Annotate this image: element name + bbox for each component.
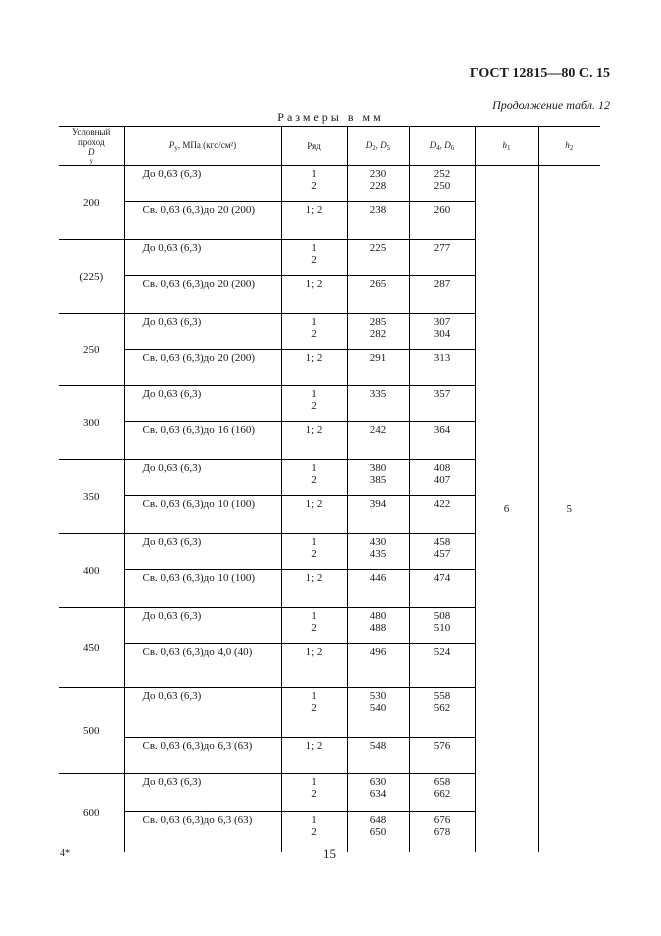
h2-cell: 5 xyxy=(538,166,600,852)
d4-d6-cell: 524 xyxy=(409,644,475,688)
page-number: 15 xyxy=(323,846,336,861)
d4-d6-cell: 474 xyxy=(409,570,475,608)
pressure-cell: Св. 0,63 (6,3)до 6,3 (63) xyxy=(124,812,281,852)
nominal-bore-cell: 500 xyxy=(59,688,124,774)
row-cell: 1 2 xyxy=(281,812,347,852)
d2-d5-cell: 285 282 xyxy=(347,314,409,350)
pressure-cell: Св. 0,63 (6,3)до 20 (200) xyxy=(124,202,281,240)
d2-d5-cell: 380 385 xyxy=(347,460,409,496)
pressure-cell: Св. 0,63 (6,3)до 16 (160) xyxy=(124,422,281,460)
header-d2-d5: $D_2$, $D_5$ xyxy=(347,127,409,166)
pressure-cell: До 0,63 (6,3) xyxy=(124,166,281,202)
pressure-cell: Св. 0,63 (6,3)до 20 (200) xyxy=(124,350,281,386)
nominal-bore-cell: 450 xyxy=(59,608,124,688)
d4-d6-cell: 676 678 xyxy=(409,812,475,852)
header-d4-d6: $D_4$, $D_6$ xyxy=(409,127,475,166)
document-header: ГОСТ 12815—80 С. 15 xyxy=(469,66,610,81)
d2-d5-cell: 265 xyxy=(347,276,409,314)
d4-d6-cell: 422 xyxy=(409,496,475,534)
row-cell: 1; 2 xyxy=(281,422,347,460)
d2-d5-cell: 291 xyxy=(347,350,409,386)
row-cell: 1 2 xyxy=(281,608,347,644)
pressure-cell: До 0,63 (6,3) xyxy=(124,534,281,570)
nominal-bore-cell: 400 xyxy=(59,534,124,608)
d4-d6-cell: 252 250 xyxy=(409,166,475,202)
nominal-bore-cell: 250 xyxy=(59,314,124,386)
header-row: Ряд xyxy=(281,127,347,166)
pressure-cell: До 0,63 (6,3) xyxy=(124,240,281,276)
row-cell: 1; 2 xyxy=(281,570,347,608)
pressure-cell: Св. 0,63 (6,3)до 20 (200) xyxy=(124,276,281,314)
d2-d5-cell: 496 xyxy=(347,644,409,688)
d2-d5-cell: 335 xyxy=(347,386,409,422)
table-body xyxy=(59,166,600,852)
row-cell: 1; 2 xyxy=(281,496,347,534)
d4-d6-cell: 558 562 xyxy=(409,688,475,738)
pressure-cell: До 0,63 (6,3) xyxy=(124,608,281,644)
d4-d6-cell: 658 662 xyxy=(409,774,475,812)
table-row xyxy=(59,166,600,202)
units-caption: Размеры в мм xyxy=(277,110,384,124)
row-cell: 1; 2 xyxy=(281,644,347,688)
d4-d6-cell: 364 xyxy=(409,422,475,460)
row-cell: 1 2 xyxy=(281,688,347,738)
d4-d6-cell: 287 xyxy=(409,276,475,314)
d2-d5-cell: 225 xyxy=(347,240,409,276)
footer-sheet-mark: 4* xyxy=(60,848,70,859)
pressure-cell: До 0,63 (6,3) xyxy=(124,460,281,496)
row-cell: 1 2 xyxy=(281,774,347,812)
h1-cell: 6 xyxy=(475,166,538,852)
nominal-bore-cell: 350 xyxy=(59,460,124,534)
d2-d5-cell: 430 435 xyxy=(347,534,409,570)
nominal-bore-cell: (225) xyxy=(59,240,124,314)
pressure-cell: До 0,63 (6,3) xyxy=(124,314,281,350)
d4-d6-cell: 458 457 xyxy=(409,534,475,570)
d4-d6-cell: 508 510 xyxy=(409,608,475,644)
d4-d6-cell: 277 xyxy=(409,240,475,276)
header-h1: $h_1$ xyxy=(475,127,538,166)
pressure-cell: Св. 0,63 (6,3)до 10 (100) xyxy=(124,570,281,608)
d2-d5-cell: 446 xyxy=(347,570,409,608)
d2-d5-cell: 548 xyxy=(347,738,409,774)
nominal-bore-cell: 600 xyxy=(59,774,124,852)
d4-d6-cell: 408 407 xyxy=(409,460,475,496)
pressure-cell: Св. 0,63 (6,3)до 6,3 (63) xyxy=(124,738,281,774)
row-cell: 1; 2 xyxy=(281,276,347,314)
row-cell: 1; 2 xyxy=(281,202,347,240)
row-cell: 1 2 xyxy=(281,386,347,422)
d4-d6-cell: 260 xyxy=(409,202,475,240)
row-cell: 1 2 xyxy=(281,314,347,350)
row-cell: 1 2 xyxy=(281,240,347,276)
header-h2: $h_2$ xyxy=(538,127,600,166)
pressure-cell: До 0,63 (6,3) xyxy=(124,688,281,738)
pressure-cell: До 0,63 (6,3) xyxy=(124,386,281,422)
pressure-cell: Св. 0,63 (6,3)до 4,0 (40) xyxy=(124,644,281,688)
nominal-bore-cell: 200 xyxy=(59,166,124,240)
header-pressure: $P_y$, МПа (кгс/см²) xyxy=(124,127,281,166)
d4-d6-cell: 307 304 xyxy=(409,314,475,350)
header-nominal-bore: Условный проход D y xyxy=(59,127,124,166)
table-header-row xyxy=(59,127,600,166)
nominal-bore-cell: 300 xyxy=(59,386,124,460)
pressure-cell: Св. 0,63 (6,3)до 10 (100) xyxy=(124,496,281,534)
row-cell: 1 2 xyxy=(281,534,347,570)
row-cell: 1; 2 xyxy=(281,350,347,386)
row-cell: 1 2 xyxy=(281,460,347,496)
pressure-cell: До 0,63 (6,3) xyxy=(124,774,281,812)
table-continuation-note: Продолжение табл. 12 xyxy=(492,98,610,112)
d4-d6-cell: 576 xyxy=(409,738,475,774)
d4-d6-cell: 313 xyxy=(409,350,475,386)
row-cell: 1 2 xyxy=(281,166,347,202)
d2-d5-cell: 530 540 xyxy=(347,688,409,738)
d4-d6-cell: 357 xyxy=(409,386,475,422)
d2-d5-cell: 648 650 xyxy=(347,812,409,852)
d2-d5-cell: 242 xyxy=(347,422,409,460)
d2-d5-cell: 394 xyxy=(347,496,409,534)
d2-d5-cell: 238 xyxy=(347,202,409,240)
d2-d5-cell: 230 228 xyxy=(347,166,409,202)
d2-d5-cell: 630 634 xyxy=(347,774,409,812)
row-cell: 1; 2 xyxy=(281,738,347,774)
d2-d5-cell: 480 488 xyxy=(347,608,409,644)
flange-dimensions-table xyxy=(59,126,600,852)
